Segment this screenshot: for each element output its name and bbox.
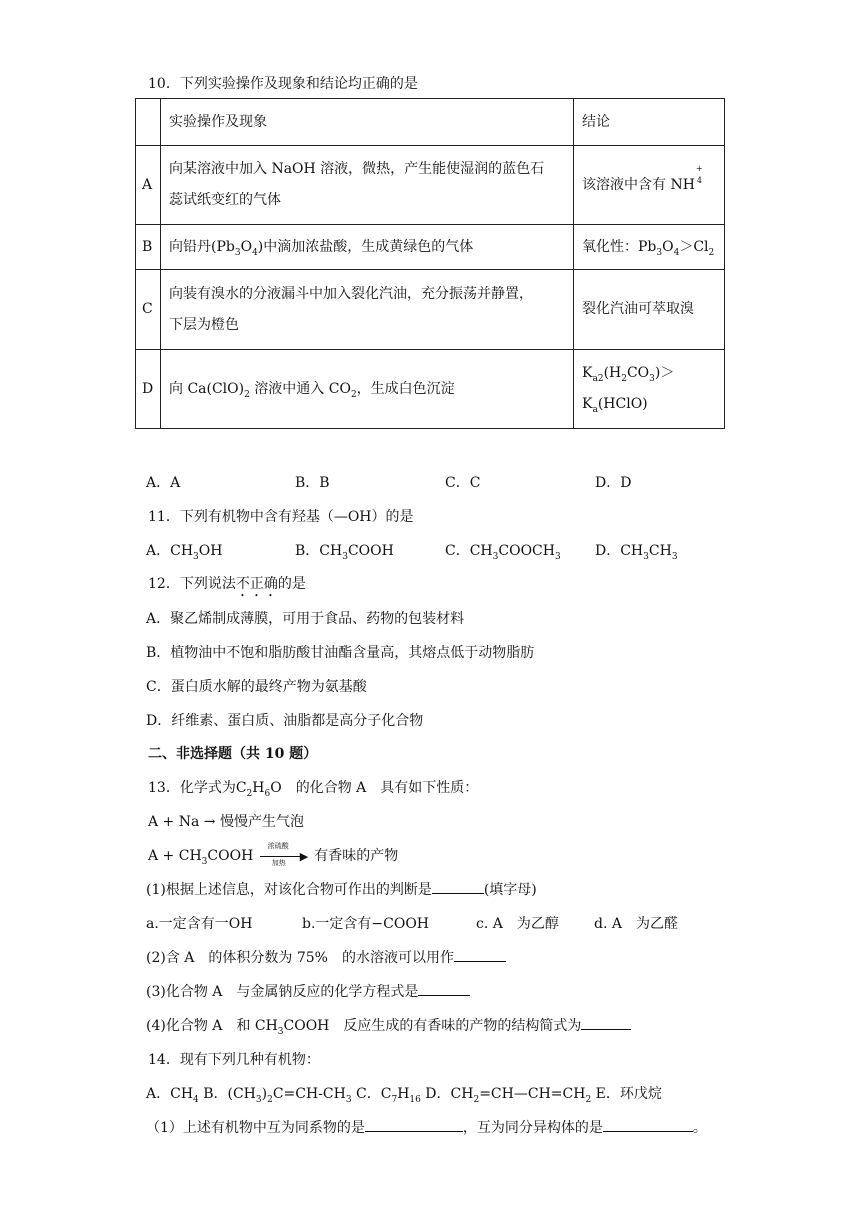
option-d — [595, 540, 678, 560]
text: （1）上述有机物中互为同系物的是 — [146, 1120, 365, 1136]
conclusion-cell — [574, 350, 725, 429]
option-a: a.一定含有一OH — [146, 916, 253, 932]
q10-table — [135, 98, 725, 429]
option-d: D．D — [595, 475, 632, 491]
header-operation: 实验操作及现象 — [161, 99, 574, 146]
text: (4)化合物 A 和 — [146, 1018, 251, 1034]
row-letter: B — [136, 225, 161, 270]
arrow-icon — [258, 842, 310, 867]
row-letter: D — [136, 350, 161, 429]
subscript: 2 — [244, 389, 250, 400]
formula: $C_2H_6O$ — [235, 780, 282, 799]
subscript: 2 — [708, 247, 715, 258]
text: 向铅丹(Pb — [169, 238, 235, 255]
option-b — [295, 540, 394, 560]
q14-list: A．$CH_4$ B．$(CH_3)_2C=CH-CH_3$ C．$C_7H_{16}$ D．$CH_2=CH—CH=CH_2$ E．环戊烷 — [146, 1086, 662, 1105]
condition-bottom: 加热 — [271, 859, 286, 867]
text: CO — [626, 365, 650, 381]
text: 的是 — [277, 576, 306, 592]
superscript: + — [695, 163, 703, 173]
option-text: A．$CH_3OH$ — [146, 543, 223, 562]
option-text: D．$CH_3CH_3$ — [595, 543, 678, 562]
subscript: 4 — [252, 247, 258, 258]
reactants: $A + CH_3COOH$ — [148, 848, 254, 867]
arrow-line — [260, 856, 304, 857]
text: K — [582, 396, 593, 412]
arrow-icon: → — [203, 814, 216, 830]
option-b: B．植物油中不饱和脂肪酸甘油酯含量高，其熔点低于动物脂肪 — [146, 645, 535, 661]
formula: $CH_3COOH$ — [254, 1018, 330, 1037]
text: )＞ — [654, 365, 675, 381]
table-row — [136, 146, 725, 225]
text: 12．下列说法 — [148, 576, 236, 592]
text: 13．化学式为 — [148, 780, 236, 796]
option-c: C．蛋白质水解的最终产物为氨基酸 — [146, 679, 367, 695]
subscript: 2 — [621, 373, 627, 384]
option-c: c. A 为乙醇 — [476, 916, 559, 932]
arrow-head: ▶ — [299, 850, 309, 863]
q13-part4 — [146, 1015, 631, 1035]
table-header-row — [136, 99, 725, 146]
text: (2)含 A 的体积分数为 75% 的水溶液可以用作 — [146, 950, 454, 966]
answer-blank[interactable] — [454, 947, 506, 962]
subscript: 3 — [234, 247, 241, 258]
option-d: d. A 为乙醛 — [594, 916, 678, 932]
option-c — [445, 540, 561, 560]
text: 。 — [692, 1120, 707, 1136]
subscript: 4 — [673, 247, 680, 258]
text: 溶液中通入 CO — [249, 380, 351, 397]
subscript: 3 — [649, 373, 655, 384]
text: (填字母) — [483, 882, 537, 898]
text: 向 Ca(ClO) — [169, 380, 245, 397]
q13-part1 — [146, 879, 537, 899]
conclusion-cell: 裂化汽油可萃取溴 — [574, 270, 725, 350]
option-a: A．聚乙烯制成薄膜，可用于食品、药物的包装材料 — [146, 611, 465, 627]
text: 反应生成的有香味的产物的结构简式为 — [343, 1018, 582, 1034]
text: ，互为同分异构体的是 — [462, 1120, 603, 1136]
operation-cell — [161, 350, 574, 429]
text: )中滴加浓盐酸，生成黄绿色的气体 — [257, 238, 474, 255]
option-text: B．$CH_3COOH$ — [295, 543, 394, 562]
answer-blank[interactable] — [418, 981, 470, 996]
conclusion-line — [582, 389, 716, 420]
conclusion-text: 该溶液中含有 NH — [582, 176, 695, 193]
q13-part2 — [146, 947, 506, 967]
text: ，生成白色沉淀 — [356, 380, 455, 397]
operation-line: 蕊试纸变红的气体 — [169, 192, 281, 208]
table-row — [136, 350, 725, 429]
text: O — [240, 238, 253, 255]
text: (1)根据上述信息，对该化合物可作出的判断是 — [146, 882, 432, 898]
q13-part3 — [146, 981, 470, 1001]
answer-blank[interactable] — [432, 879, 484, 894]
subscript: 4 — [696, 175, 703, 185]
text: (HClO) — [597, 396, 648, 412]
operation-line: 向某溶液中加入 NaOH 溶液，微热，产生能使湿润的蓝色石 — [169, 161, 545, 177]
answer-blank[interactable] — [581, 1015, 631, 1030]
table-cell — [136, 99, 161, 146]
text: ＞Cl — [679, 238, 709, 255]
condition-top: 浓硫酸 — [267, 842, 289, 850]
q10-stem: 10．下列实验操作及现象和结论均正确的是 — [148, 76, 418, 92]
text: (3)化合物 A 与金属钠反应的化学方程式是 — [146, 984, 419, 1000]
operation-cell — [161, 270, 574, 350]
text: O — [662, 238, 674, 255]
operation-cell — [161, 146, 574, 225]
operation-line: 下层为橙色 — [169, 316, 239, 333]
section-heading: 二、非选择题（共 10 题） — [148, 746, 318, 762]
conclusion-cell — [574, 146, 725, 225]
subscript: a2 — [592, 373, 604, 384]
reactants: A + Na — [148, 814, 200, 830]
emphasized-text: 不正确 — [235, 576, 278, 592]
option-d: D．纤维素、蛋白质、油脂都是高分子化合物 — [146, 713, 424, 729]
q14-stem: 14．现有下列几种有机物： — [148, 1052, 320, 1068]
reaction-2 — [148, 842, 399, 867]
option-b: B．B — [295, 475, 330, 491]
products: 有香味的产物 — [314, 848, 399, 864]
q12-stem — [148, 573, 306, 600]
row-letter: C — [136, 270, 161, 350]
subscript: 3 — [656, 247, 663, 258]
option-c: C．C — [445, 475, 481, 491]
q11-stem: 11．下列有机物中含有羟基（—OH）的是 — [148, 509, 414, 525]
conclusion-line — [582, 358, 716, 389]
conclusion-cell — [574, 225, 725, 270]
text: 氧化性：Pb — [582, 238, 657, 255]
q14-part1 — [146, 1117, 707, 1137]
q13-stem — [148, 777, 478, 797]
text: K — [582, 365, 593, 381]
option-a — [146, 540, 222, 560]
table-row — [136, 270, 725, 350]
answer-blank[interactable] — [603, 1117, 693, 1132]
header-conclusion: 结论 — [574, 99, 725, 146]
operation-cell — [161, 225, 574, 270]
option-a: A．A — [146, 475, 181, 491]
row-letter: A — [136, 146, 161, 225]
option-b: b.一定含有−COOH — [302, 916, 430, 932]
text: 的化合物 A 具有如下性质： — [295, 780, 479, 796]
subscript: 2 — [350, 389, 357, 400]
answer-blank[interactable] — [365, 1117, 463, 1132]
text: (H — [603, 365, 622, 381]
reaction-1 — [148, 811, 304, 831]
table-row — [136, 225, 725, 270]
option-text: C．$CH_3COOCH_3$ — [445, 543, 561, 562]
subscript: a — [592, 404, 598, 415]
products: 慢慢产生气泡 — [219, 814, 304, 830]
operation-line: 向装有溴水的分液漏斗中加入裂化汽油，充分振荡并静置， — [169, 285, 533, 302]
